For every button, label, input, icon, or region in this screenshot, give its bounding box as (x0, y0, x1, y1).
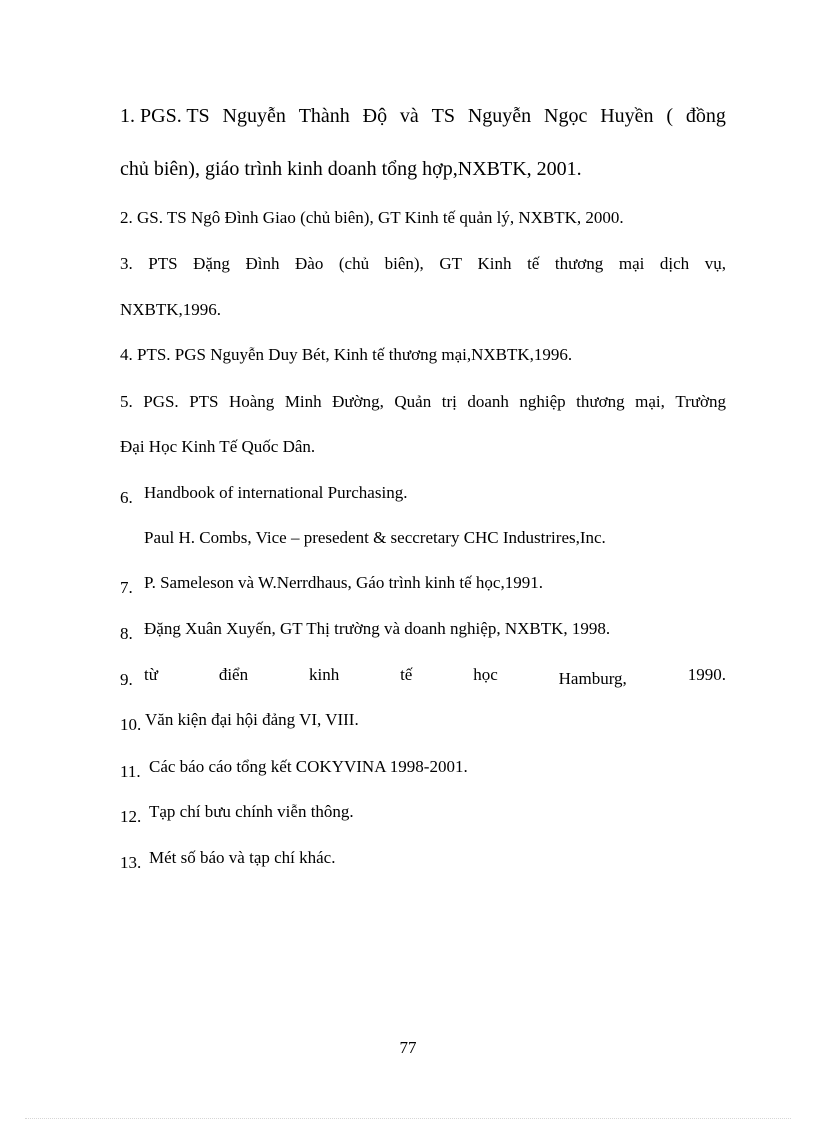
reference-3-word: biên), (384, 254, 424, 273)
reference-1-word: Huyền (600, 105, 654, 127)
reference-3-word: Đình (245, 254, 280, 273)
reference-2: 2. GS. TS Ngô Đình Giao (chủ biên), GT Kinh tế quản lý, NXBTK, 2000. (120, 208, 624, 227)
reference-10: Văn kiện đại hội đảng VI, VIII. (145, 710, 359, 729)
reference-6-line-1: Handbook of international Purchasing. (144, 483, 408, 502)
reference-5-word: Đường, (332, 392, 384, 411)
reference-3-line-2: NXBTK,1996. (120, 300, 222, 319)
reference-9-word: kinh (308, 665, 340, 684)
reference-3-word: Đặng (193, 254, 230, 273)
reference-3-word: Đào (295, 254, 324, 273)
reference-1-word: ( (666, 105, 674, 127)
reference-1-word: đồng (685, 105, 726, 127)
reference-10-number: 10. (120, 715, 142, 734)
page-number: 77 (399, 1038, 417, 1057)
reference-9-word: Hamburg, (558, 669, 627, 688)
reference-12-number: 12. (120, 807, 142, 826)
reference-9 (144, 665, 726, 688)
reference-1-word: Nguyễn (467, 105, 532, 127)
reference-9-word: điển (218, 665, 249, 684)
reference-3-word: vụ, (704, 254, 726, 273)
reference-1-word: Nguyễn (222, 105, 286, 127)
reference-6-number: 6. (120, 488, 133, 507)
reference-5-word: Hoàng (228, 392, 275, 411)
reference-11-number: 11. (120, 762, 141, 781)
reference-1-line-2: chủ biên), giáo trình kinh doanh tổng hợp,NXBTK, 2001. (120, 158, 582, 180)
reference-3-word: GT (439, 254, 462, 273)
reference-5-word: 5. (120, 392, 133, 411)
reference-3-word: (chủ (338, 254, 370, 273)
reference-5-word: PGS. (143, 392, 179, 411)
reference-9-word: học (473, 665, 498, 684)
reference-4: 4. PTS. PGS Nguyễn Duy Bét, Kinh tế thương mại,NXBTK,1996. (120, 345, 573, 364)
reference-3-word: Kinh (477, 254, 512, 273)
reference-5-line-1 (120, 392, 726, 412)
page-bottom-border (25, 1118, 791, 1119)
reference-1-word: Độ (362, 105, 388, 127)
reference-8: Đặng Xuân Xuyến, GT Thị trường và doanh nghiệp, NXBTK, 1998. (144, 619, 611, 638)
reference-9-word: 1990. (687, 665, 726, 684)
reference-3-word: 3. (120, 254, 133, 273)
reference-5-word: trị (441, 392, 457, 411)
reference-3-word: thương (554, 254, 604, 273)
reference-5-word: mại, (635, 392, 665, 411)
reference-1-word: Ngọc (544, 105, 588, 127)
reference-3-word: mại (618, 254, 645, 273)
reference-1-word: và (399, 105, 419, 127)
reference-13: Mét số báo và tạp chí khác. (149, 848, 336, 867)
reference-9-word: từ (144, 665, 158, 684)
reference-11: Các báo cáo tổng kết COKYVINA 1998-2001. (149, 757, 468, 776)
reference-3-word: tế (527, 254, 540, 273)
reference-5-word: Quản (394, 392, 432, 411)
reference-13-number: 13. (120, 853, 142, 872)
reference-9-number: 9. (120, 670, 133, 689)
reference-6-line-2: Paul H. Combs, Vice – presedent & seccretary CHC Industrires,Inc. (144, 528, 606, 547)
reference-5-word: doanh (467, 392, 509, 411)
reference-5-word: Trường (675, 392, 726, 411)
reference-3-line-1 (120, 254, 726, 274)
reference-5-word: Minh (284, 392, 322, 411)
reference-5-word: nghiệp (519, 392, 566, 411)
reference-1-word: TS (431, 105, 455, 127)
reference-1-word: Thành (298, 105, 350, 127)
reference-5-word: PTS (189, 392, 219, 411)
reference-5-word: thương (576, 392, 625, 411)
reference-12: Tạp chí bưu chính viễn thông. (149, 802, 354, 821)
reference-3-word: dịch (659, 254, 690, 273)
reference-1-word: 1. PGS. TS (120, 105, 210, 127)
reference-7-number: 7. (120, 578, 133, 597)
reference-1-line-1 (120, 104, 726, 128)
reference-7: P. Sameleson và W.Nerrdhaus, Gáo trình kinh tế học,1991. (144, 573, 543, 592)
reference-9-word: tế (400, 665, 413, 684)
reference-5-line-2: Đại Học Kinh Tế Quốc Dân. (120, 437, 316, 456)
reference-8-number: 8. (120, 624, 133, 643)
reference-3-word: PTS (148, 254, 178, 273)
